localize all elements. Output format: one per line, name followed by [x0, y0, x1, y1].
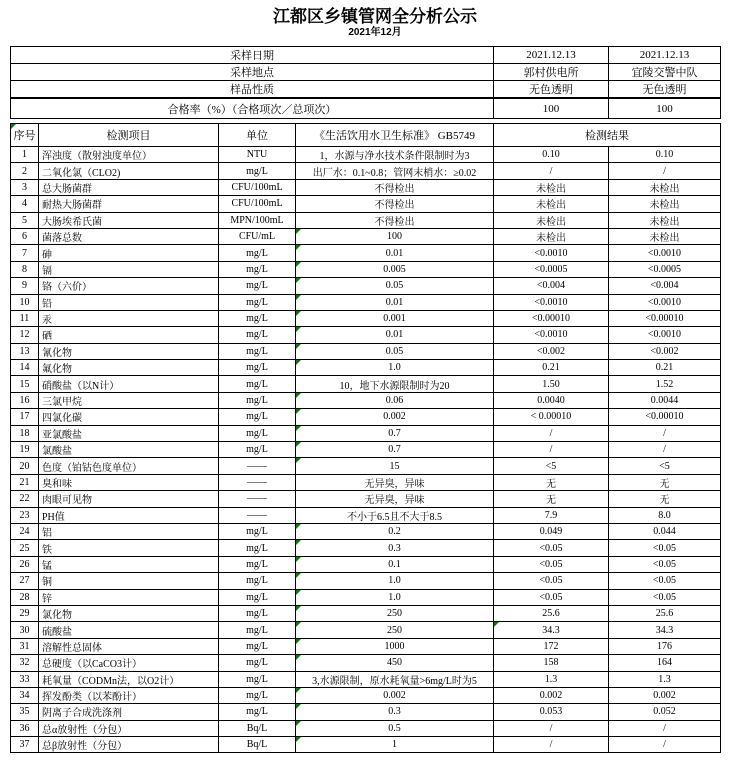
cell-unit: mg/L	[219, 360, 296, 376]
cell-result-1: 未检出	[494, 196, 609, 212]
cell-result-1: 7.9	[494, 507, 609, 523]
table-row	[11, 360, 721, 376]
cell-no: 8	[11, 261, 39, 277]
cell-no: 18	[11, 425, 39, 441]
cell-result-2: 176	[609, 638, 721, 654]
cell-result-2: /	[609, 163, 721, 179]
table-row	[11, 540, 721, 556]
cell-standard: 出厂水：0.1~0.8；管网末梢水：≥0.02	[296, 163, 494, 179]
table-row	[11, 442, 721, 458]
cell-result-1: <0.002	[494, 343, 609, 359]
cell-result-1: <0.05	[494, 556, 609, 572]
sampling-date-label: 采样日期	[11, 47, 494, 64]
cell-item: 总α放射性（分包）	[39, 720, 219, 736]
cell-no: 34	[11, 687, 39, 703]
cell-item: 氟化物	[39, 360, 219, 376]
cell-result-2: <0.00010	[609, 409, 721, 425]
cell-standard: 1000	[296, 638, 494, 654]
cell-result-1: 未检出	[494, 212, 609, 228]
cell-item: 耗氧量（CODMn法，以O2计）	[39, 671, 219, 687]
cell-item: 铜	[39, 573, 219, 589]
cell-unit: mg/L	[219, 294, 296, 310]
header-item: 检测项目	[39, 124, 219, 147]
cell-no: 32	[11, 655, 39, 671]
cell-unit: mg/L	[219, 425, 296, 441]
cell-item: 溶解性总固体	[39, 638, 219, 654]
cell-result-1: 0.002	[494, 687, 609, 703]
cell-unit: ——	[219, 458, 296, 474]
cell-unit: mg/L	[219, 261, 296, 277]
cell-item: 臭和味	[39, 474, 219, 490]
cell-item: 铁	[39, 540, 219, 556]
cell-result-1: 0.10	[494, 147, 609, 163]
cell-result-1: <0.0010	[494, 327, 609, 343]
cell-item: 铬（六价）	[39, 278, 219, 294]
cell-result-2: 无	[609, 474, 721, 490]
cell-unit: mg/L	[219, 556, 296, 572]
table-row	[11, 622, 721, 638]
cell-no: 1	[11, 147, 39, 163]
table-row	[11, 327, 721, 343]
cell-result-2: 未检出	[609, 196, 721, 212]
cell-result-1: <0.00010	[494, 310, 609, 326]
cell-no: 19	[11, 442, 39, 458]
cell-result-2: 0.0044	[609, 392, 721, 408]
table-row	[11, 687, 721, 703]
cell-standard: 0.002	[296, 687, 494, 703]
results-table	[10, 123, 721, 753]
cell-result-2: 未检出	[609, 212, 721, 228]
table-row	[11, 655, 721, 671]
table-row	[11, 638, 721, 654]
cell-result-2: /	[609, 425, 721, 441]
pass-rate-table	[10, 98, 721, 119]
cell-result-2: /	[609, 720, 721, 736]
cell-item: 氯化物	[39, 605, 219, 621]
table-row	[11, 425, 721, 441]
cell-result-2: 1.52	[609, 376, 721, 392]
cell-no: 37	[11, 737, 39, 753]
cell-unit: MPN/100mL	[219, 212, 296, 228]
cell-item: 三氯甲烷	[39, 392, 219, 408]
cell-result-2: 无	[609, 491, 721, 507]
cell-result-2: <0.05	[609, 556, 721, 572]
cell-no: 13	[11, 343, 39, 359]
cell-standard: 无异臭，异味	[296, 474, 494, 490]
cell-standard: 100	[296, 228, 494, 244]
cell-result-1: <0.05	[494, 589, 609, 605]
cell-result-2: 0.002	[609, 687, 721, 703]
sampling-location-label: 采样地点	[11, 64, 494, 81]
cell-item: 肉眼可见物	[39, 491, 219, 507]
cell-result-1: 未检出	[494, 228, 609, 244]
cell-unit: mg/L	[219, 343, 296, 359]
cell-result-2: <0.0010	[609, 245, 721, 261]
cell-no: 11	[11, 310, 39, 326]
sampling-info-table	[10, 46, 721, 98]
cell-item: 铅	[39, 294, 219, 310]
cell-item: 氯酸盐	[39, 442, 219, 458]
cell-no: 16	[11, 392, 39, 408]
cell-no: 31	[11, 638, 39, 654]
cell-item: 硒	[39, 327, 219, 343]
cell-unit: ——	[219, 474, 296, 490]
table-row	[11, 376, 721, 392]
cell-standard: 0.06	[296, 392, 494, 408]
cell-item: 挥发酚类（以苯酚计）	[39, 687, 219, 703]
cell-result-1: /	[494, 737, 609, 753]
table-row	[11, 228, 721, 244]
cell-result-1: <0.0010	[494, 245, 609, 261]
cell-standard: 0.01	[296, 327, 494, 343]
sampling-date-row	[11, 47, 721, 64]
cell-standard: 0.1	[296, 556, 494, 572]
cell-item: 总硬度（以CaCO3计）	[39, 655, 219, 671]
cell-standard: 10，地下水源限制时为20	[296, 376, 494, 392]
cell-standard: 0.7	[296, 442, 494, 458]
cell-no: 25	[11, 540, 39, 556]
cell-unit: CFU/mL	[219, 228, 296, 244]
header-standard: 《生活饮用水卫生标准》 GB5749	[296, 124, 494, 147]
cell-result-2: <0.002	[609, 343, 721, 359]
cell-result-2: 0.10	[609, 147, 721, 163]
cell-item: 亚氯酸盐	[39, 425, 219, 441]
pass-rate-value-1: 100	[494, 99, 609, 119]
cell-standard: 1.0	[296, 589, 494, 605]
cell-standard: 15	[296, 458, 494, 474]
cell-result-1: <0.05	[494, 540, 609, 556]
cell-unit: CFU/100mL	[219, 196, 296, 212]
cell-standard: 0.3	[296, 540, 494, 556]
cell-result-2: 34.3	[609, 622, 721, 638]
table-row	[11, 720, 721, 736]
cell-result-1: /	[494, 720, 609, 736]
cell-unit: NTU	[219, 147, 296, 163]
cell-unit: Bq/L	[219, 720, 296, 736]
table-row	[11, 179, 721, 195]
cell-standard: 1	[296, 737, 494, 753]
cell-standard: 0.2	[296, 523, 494, 539]
cell-unit: CFU/100mL	[219, 179, 296, 195]
cell-result-2: <0.0010	[609, 294, 721, 310]
cell-no: 14	[11, 360, 39, 376]
cell-item: 镉	[39, 261, 219, 277]
cell-item: 菌落总数	[39, 228, 219, 244]
sampling-date-value-2: 2021.12.13	[609, 47, 721, 64]
cell-standard: 0.01	[296, 294, 494, 310]
table-row	[11, 196, 721, 212]
sampling-location-row	[11, 64, 721, 81]
table-row	[11, 507, 721, 523]
cell-no: 28	[11, 589, 39, 605]
cell-result-1: <0.0010	[494, 294, 609, 310]
cell-standard: 250	[296, 605, 494, 621]
cell-no: 2	[11, 163, 39, 179]
table-row	[11, 310, 721, 326]
cell-no: 27	[11, 573, 39, 589]
sample-nature-value-2: 无色透明	[609, 81, 721, 98]
cell-unit: mg/L	[219, 573, 296, 589]
sampling-date-value-1: 2021.12.13	[494, 47, 609, 64]
cell-no: 4	[11, 196, 39, 212]
cell-result-2: 未检出	[609, 179, 721, 195]
cell-no: 6	[11, 228, 39, 244]
pass-rate-value-2: 100	[609, 99, 721, 119]
cell-no: 23	[11, 507, 39, 523]
cell-unit: mg/L	[219, 540, 296, 556]
cell-unit: mg/L	[219, 376, 296, 392]
cell-result-1: 172	[494, 638, 609, 654]
sampling-location-value-1: 郭村供电所	[494, 64, 609, 81]
cell-standard: 3,水源限制，原水耗氧量>6mg/L时为5	[296, 671, 494, 687]
cell-unit: mg/L	[219, 605, 296, 621]
cell-standard: 不得检出	[296, 179, 494, 195]
cell-item: 硝酸盐（以N计）	[39, 376, 219, 392]
cell-result-1: < 0.00010	[494, 409, 609, 425]
cell-result-2: 8.0	[609, 507, 721, 523]
cell-unit: mg/L	[219, 409, 296, 425]
cell-standard: 1，水源与净水技术条件限制时为3	[296, 147, 494, 163]
cell-unit: mg/L	[219, 638, 296, 654]
cell-item: 总β放射性（分包）	[39, 737, 219, 753]
sample-nature-label: 样品性质	[11, 81, 494, 98]
cell-standard: 无异臭，异味	[296, 491, 494, 507]
cell-no: 22	[11, 491, 39, 507]
cell-result-1: 无	[494, 474, 609, 490]
cell-unit: mg/L	[219, 442, 296, 458]
table-row	[11, 573, 721, 589]
cell-no: 35	[11, 704, 39, 720]
table-row	[11, 147, 721, 163]
cell-result-1: 158	[494, 655, 609, 671]
cell-unit: mg/L	[219, 622, 296, 638]
cell-no: 21	[11, 474, 39, 490]
table-row	[11, 278, 721, 294]
pass-rate-row	[11, 99, 721, 119]
cell-item: 硫酸盐	[39, 622, 219, 638]
cell-result-2: /	[609, 737, 721, 753]
cell-standard: 1.0	[296, 360, 494, 376]
cell-standard: 0.001	[296, 310, 494, 326]
table-row	[11, 671, 721, 687]
cell-result-1: <5	[494, 458, 609, 474]
table-row	[11, 556, 721, 572]
cell-item: 二氧化氯（CLO2)	[39, 163, 219, 179]
cell-result-1: <0.0005	[494, 261, 609, 277]
cell-no: 26	[11, 556, 39, 572]
header-unit: 单位	[219, 124, 296, 147]
table-row	[11, 458, 721, 474]
table-row	[11, 409, 721, 425]
cell-unit: mg/L	[219, 687, 296, 703]
cell-unit: mg/L	[219, 671, 296, 687]
results-header-row	[11, 124, 721, 147]
cell-unit: mg/L	[219, 704, 296, 720]
cell-item: 阴离子合成洗涤剂	[39, 704, 219, 720]
cell-item: 氰化物	[39, 343, 219, 359]
table-row	[11, 737, 721, 753]
cell-no: 12	[11, 327, 39, 343]
table-row	[11, 261, 721, 277]
cell-unit: mg/L	[219, 278, 296, 294]
cell-result-1: 1.3	[494, 671, 609, 687]
cell-no: 29	[11, 605, 39, 621]
sample-nature-row	[11, 81, 721, 98]
header-result: 检测结果	[494, 124, 721, 147]
table-row	[11, 294, 721, 310]
cell-standard: 不得检出	[296, 196, 494, 212]
cell-result-2: 0.044	[609, 523, 721, 539]
table-row	[11, 163, 721, 179]
sample-nature-value-1: 无色透明	[494, 81, 609, 98]
cell-result-2: 164	[609, 655, 721, 671]
cell-unit: mg/L	[219, 163, 296, 179]
cell-result-1: 0.21	[494, 360, 609, 376]
cell-result-2: <0.0005	[609, 261, 721, 277]
cell-result-2: <5	[609, 458, 721, 474]
cell-no: 33	[11, 671, 39, 687]
cell-result-1: 未检出	[494, 179, 609, 195]
cell-no: 5	[11, 212, 39, 228]
table-row	[11, 491, 721, 507]
cell-standard: 450	[296, 655, 494, 671]
cell-result-2: 1.3	[609, 671, 721, 687]
cell-unit: mg/L	[219, 392, 296, 408]
cell-no: 20	[11, 458, 39, 474]
cell-no: 24	[11, 523, 39, 539]
cell-result-1: /	[494, 425, 609, 441]
cell-no: 3	[11, 179, 39, 195]
cell-standard: 0.7	[296, 425, 494, 441]
cell-result-1: /	[494, 163, 609, 179]
cell-item: PH值	[39, 507, 219, 523]
cell-no: 30	[11, 622, 39, 638]
cell-result-2: <0.00010	[609, 310, 721, 326]
header-no: 序号	[11, 124, 39, 147]
cell-item: 砷	[39, 245, 219, 261]
cell-item: 耐热大肠菌群	[39, 196, 219, 212]
pass-rate-label: 合格率（%）（合格项次／总项次）	[11, 99, 494, 119]
cell-result-2: 25.6	[609, 605, 721, 621]
cell-unit: ——	[219, 491, 296, 507]
cell-result-2: /	[609, 442, 721, 458]
table-row	[11, 343, 721, 359]
table-row	[11, 392, 721, 408]
cell-result-2: 0.052	[609, 704, 721, 720]
cell-result-2: <0.05	[609, 573, 721, 589]
cell-standard: 不得检出	[296, 212, 494, 228]
cell-item: 锰	[39, 556, 219, 572]
cell-result-1: <0.004	[494, 278, 609, 294]
cell-item: 铝	[39, 523, 219, 539]
cell-standard: 0.05	[296, 278, 494, 294]
cell-unit: mg/L	[219, 310, 296, 326]
cell-result-2: <0.0010	[609, 327, 721, 343]
cell-item: 浑浊度（散射浊度单位）	[39, 147, 219, 163]
cell-result-1: 0.049	[494, 523, 609, 539]
table-row	[11, 589, 721, 605]
cell-result-2: 未检出	[609, 228, 721, 244]
cell-result-2: 0.21	[609, 360, 721, 376]
cell-standard: 0.05	[296, 343, 494, 359]
cell-item: 四氯化碳	[39, 409, 219, 425]
cell-item: 汞	[39, 310, 219, 326]
table-row	[11, 704, 721, 720]
cell-result-1: <0.05	[494, 573, 609, 589]
cell-result-2: <0.004	[609, 278, 721, 294]
cell-no: 15	[11, 376, 39, 392]
cell-standard: 0.3	[296, 704, 494, 720]
cell-result-2: <0.05	[609, 589, 721, 605]
page-title: 江都区乡镇管网全分析公示	[273, 7, 477, 26]
cell-result-1: 34.3	[494, 622, 609, 638]
cell-unit: mg/L	[219, 327, 296, 343]
page-subtitle: 2021年12月	[348, 27, 402, 38]
cell-result-1: 0.0040	[494, 392, 609, 408]
cell-unit: mg/L	[219, 245, 296, 261]
cell-result-1: 1.50	[494, 376, 609, 392]
cell-item: 总大肠菌群	[39, 179, 219, 195]
cell-standard: 0.002	[296, 409, 494, 425]
cell-item: 色度（铂钴色度单位）	[39, 458, 219, 474]
cell-result-1: /	[494, 442, 609, 458]
table-row	[11, 523, 721, 539]
cell-no: 10	[11, 294, 39, 310]
cell-item: 锌	[39, 589, 219, 605]
cell-unit: Bq/L	[219, 737, 296, 753]
cell-standard: 不小于6.5且不大于8.5	[296, 507, 494, 523]
cell-unit: mg/L	[219, 523, 296, 539]
cell-standard: 0.005	[296, 261, 494, 277]
table-row	[11, 245, 721, 261]
cell-result-1: 无	[494, 491, 609, 507]
results-tbody	[11, 147, 721, 753]
cell-standard: 250	[296, 622, 494, 638]
cell-unit: mg/L	[219, 655, 296, 671]
table-row	[11, 212, 721, 228]
cell-no: 9	[11, 278, 39, 294]
cell-no: 7	[11, 245, 39, 261]
cell-item: 大肠埃希氏菌	[39, 212, 219, 228]
cell-no: 17	[11, 409, 39, 425]
cell-standard: 0.5	[296, 720, 494, 736]
cell-unit: mg/L	[219, 589, 296, 605]
cell-result-2: <0.05	[609, 540, 721, 556]
table-row	[11, 474, 721, 490]
cell-unit: ——	[219, 507, 296, 523]
cell-result-1: 0.053	[494, 704, 609, 720]
cell-result-1: 25.6	[494, 605, 609, 621]
sampling-location-value-2: 宜陵交警中队	[609, 64, 721, 81]
cell-no: 36	[11, 720, 39, 736]
table-row	[11, 605, 721, 621]
cell-standard: 0.01	[296, 245, 494, 261]
cell-standard: 1.0	[296, 573, 494, 589]
